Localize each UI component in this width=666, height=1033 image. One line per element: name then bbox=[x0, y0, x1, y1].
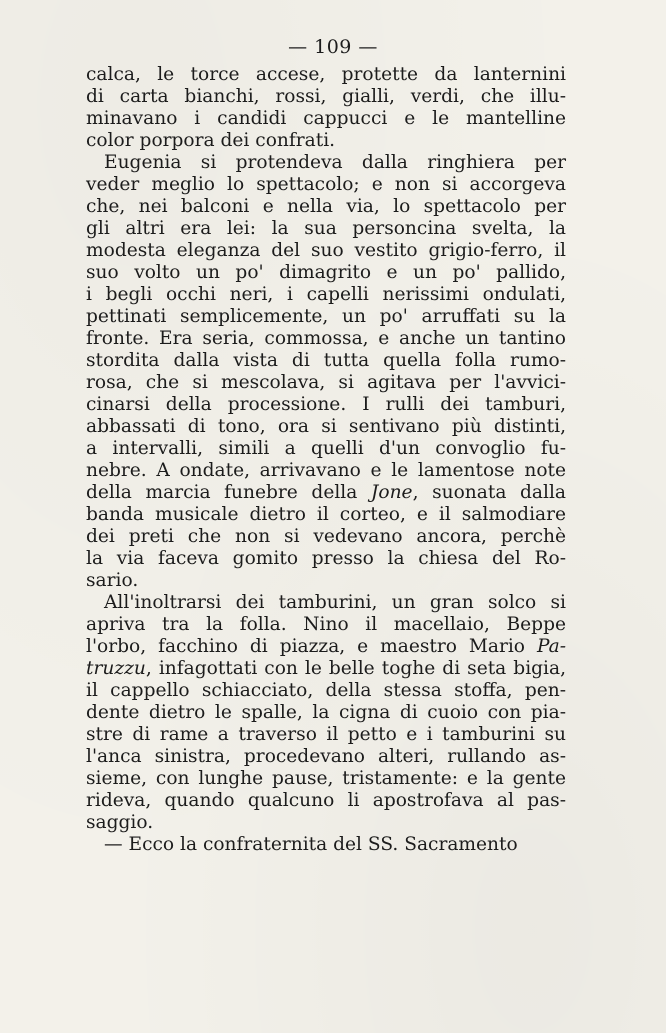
text-line: All'inoltrarsi dei tamburini, un gran solco si bbox=[104, 592, 566, 613]
text-line: — Ecco la confraternita del SS. Sacramento bbox=[104, 834, 518, 855]
text-line: cinarsi della processione. I rulli dei tamburi, bbox=[86, 394, 566, 415]
text-line: fronte. Era seria, commossa, e anche un tantino bbox=[86, 328, 566, 349]
text-line: dei preti che non si vedevano ancora, perchè bbox=[86, 526, 566, 547]
text-line: Eugenia si protendeva dalla ringhiera per bbox=[104, 152, 566, 173]
text-line: l'anca sinistra, procedevano alteri, rullando as- bbox=[86, 746, 566, 767]
text-line: suo volto un po' dimagrito e un po' pallido, bbox=[86, 262, 566, 283]
text-line: modesta eleganza del suo vestito grigio-ferro, il bbox=[86, 240, 566, 261]
text-line: la via faceva gomito presso la chiesa del Ro- bbox=[86, 548, 566, 569]
text-line: che, nei balconi e nella via, lo spettacolo per bbox=[86, 196, 566, 217]
text-line: a intervalli, simili a quelli d'un convoglio fu- bbox=[86, 438, 566, 459]
page-number: — 109 — bbox=[288, 36, 378, 58]
italic-text: Jone bbox=[370, 482, 413, 503]
text-line: veder meglio lo spettacolo; e non si accorgeva bbox=[86, 174, 566, 195]
text-line: banda musicale dietro il corteo, e il salmodiare bbox=[86, 504, 566, 525]
text-line: truzzu, infagottati con le belle toghe di seta bigia, bbox=[86, 658, 566, 679]
text-line: stordita dalla vista di tutta quella folla rumo- bbox=[86, 350, 566, 371]
text-line: rideva, quando qualcuno li apostrofava al pas- bbox=[86, 790, 566, 811]
text-line: saggio. bbox=[86, 812, 154, 833]
italic-text: truzzu bbox=[86, 658, 146, 679]
text-line: gli altri era lei: la sua personcina svelta, la bbox=[86, 218, 566, 239]
body-text bbox=[86, 64, 566, 856]
text-line: abbassati di tono, ora si sentivano più distinti, bbox=[86, 416, 566, 437]
text-line: dente dietro le spalle, la cigna di cuoio con pia- bbox=[86, 702, 566, 723]
text-line: di carta bianchi, rossi, gialli, verdi, che illu- bbox=[86, 86, 566, 107]
text-line: calca, le torce accese, protette da lanternini bbox=[86, 64, 566, 85]
text-line: nebre. A ondate, arrivavano e le lamentose note bbox=[86, 460, 566, 481]
text-line: l'orbo, facchino di piazza, e maestro Mario Pa- bbox=[86, 636, 566, 657]
text-line: stre di rame a traverso il petto e i tamburini su bbox=[86, 724, 566, 745]
text-line: pettinati semplicemente, un po' arruffati su la bbox=[86, 306, 566, 327]
text-line: sario. bbox=[86, 570, 139, 591]
text-line: color porpora dei confrati. bbox=[86, 130, 336, 151]
text-line: i begli occhi neri, i capelli nerissimi ondulati, bbox=[86, 284, 566, 305]
text-line: della marcia funebre della Jone, suonata dalla bbox=[86, 482, 567, 503]
italic-text: Pa- bbox=[536, 636, 566, 657]
text-line: il cappello schiacciato, della stessa stoffa, pen- bbox=[86, 680, 566, 701]
text-line: sieme, con lunghe pause, tristamente: e la gente bbox=[86, 768, 566, 789]
text-line: apriva tra la folla. Nino il macellaio, Beppe bbox=[86, 614, 566, 635]
text-line: rosa, che si mescolava, si agitava per l'avvici- bbox=[86, 372, 566, 393]
text-line: minavano i candidi cappucci e le mantelline bbox=[86, 108, 566, 129]
